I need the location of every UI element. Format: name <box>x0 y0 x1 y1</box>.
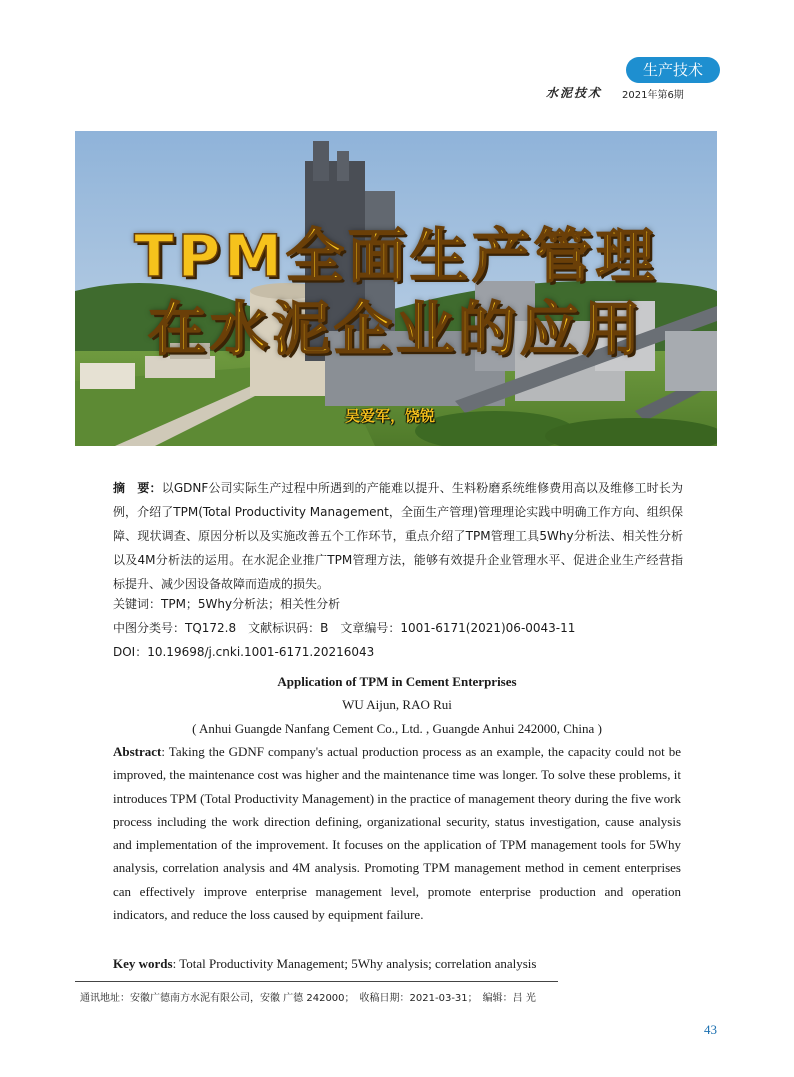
article-title-line2: 在水泥企业的应用 <box>147 295 644 363</box>
english-abstract-label: Abstract <box>113 744 162 759</box>
chinese-abstract-label: 摘 要： <box>113 481 162 495</box>
banner-image <box>75 131 717 446</box>
banner-authors: 吴爱军，饶锐 <box>345 407 436 425</box>
english-keywords-label: Key words <box>113 956 173 971</box>
journal-name: 水泥技术 <box>546 86 603 100</box>
english-title: Application of TPM in Cement Enterprises <box>277 674 517 689</box>
doi-line[interactable]: DOI：10.19698/j.cnki.1001-6171.20216043 <box>113 645 375 659</box>
chinese-abstract-text: 以GDNF公司实际生产过程中所遇到的产能难以提升、生料粉磨系统维修费用高以及维修工时长为例，介绍了TPM(Total Productivity Management，全面生产管理)管理理论实践中明确工作方向、组织保障、现状调查、原因分析以及实施改善五个工作环节，重点介绍了TPM管理工具5Why分析法、相关性分析以及4M分析法的运用。在水泥企业推广TPM管理方法，能够有效提升企业管理水平、促进企业生产经营指标提升、减少因设备故障而造成的损失。 <box>113 481 683 591</box>
english-keywords <box>113 956 536 972</box>
chinese-abstract <box>113 476 683 596</box>
issue-label: 2021年第6期 <box>622 90 684 101</box>
classification-line: 中图分类号：TQ172.8 文献标识码：B 文章编号：1001-6171(2021)06-0043-11 <box>113 621 576 635</box>
page-number: 43 <box>704 1022 717 1037</box>
footnote-divider <box>75 981 558 982</box>
english-abstract <box>113 740 681 926</box>
footnote: 通讯地址：安徽广德南方水泥有限公司，安徽 广德 242000； 收稿日期：2021-03-31； 编辑：吕 光 <box>80 993 536 1004</box>
section-tag: 生产技术 <box>626 57 720 83</box>
english-authors: WU Aijun, RAO Rui <box>342 697 452 712</box>
article-title-line1: TPM全面生产管理 <box>134 222 658 290</box>
english-abstract-text: : Taking the GDNF company's actual production process as an example, the capacity could not be improved, the maintenance cost was higher and the maintenance time was longer. To solve these problems, it introduces TPM (Total Productivity Management) in the practice of management theory during the five work process including the work direction defining, organizational security, status investigation, cause analysis and implementation of the improvement. It focuses on the application of TPM management tools for 5Why analysis, correlation analysis and 4M analysis. Promoting TPM management method in cement enterprises can effectively improve enterprise management level, promote enterprise production and operation indicators, and reduce the loss caused by equipment failure. <box>113 744 681 923</box>
english-affiliation: ( Anhui Guangde Nanfang Cement Co., Ltd. , Guangde Anhui 242000, China ) <box>192 721 602 736</box>
chinese-keywords: 关键词：TPM；5Why分析法；相关性分析 <box>113 597 341 611</box>
english-keywords-text: : Total Productivity Management; 5Why analysis; correlation analysis <box>172 956 537 971</box>
